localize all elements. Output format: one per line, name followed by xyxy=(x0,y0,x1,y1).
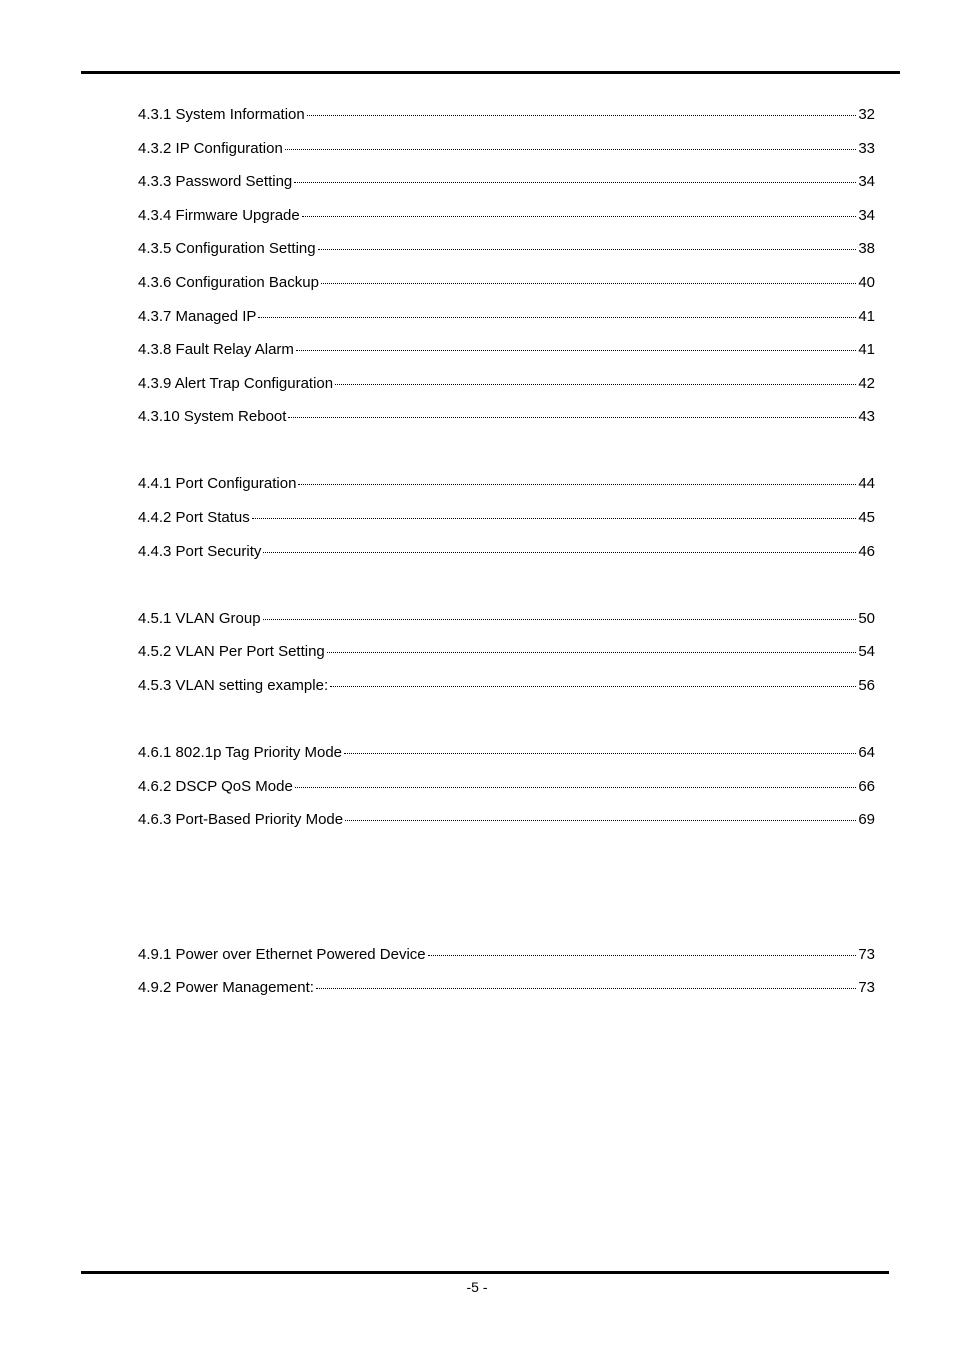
toc-entry-title: 4.4.2 Port Status xyxy=(138,509,250,527)
toc-leader-dots xyxy=(258,316,856,318)
footer-rule xyxy=(81,1271,889,1274)
toc-entry-title: 4.9.1 Power over Ethernet Powered Device xyxy=(138,945,426,963)
toc-entry-page: 38 xyxy=(858,240,875,258)
toc-leader-dots xyxy=(327,651,857,653)
toc-entry-page: 69 xyxy=(858,811,875,829)
toc-entry[interactable] xyxy=(138,809,875,843)
toc-entry[interactable] xyxy=(138,205,875,239)
toc-entry-title: 4.6.2 DSCP QoS Mode xyxy=(138,777,293,795)
toc-entry-page: 41 xyxy=(858,341,875,359)
toc-entry-title: 4.3.8 Fault Relay Alarm xyxy=(138,341,294,359)
toc-entry-title: 4.5.3 VLAN setting example: xyxy=(138,676,329,694)
toc-entry-title: 4.3.10 System Reboot xyxy=(138,408,287,426)
toc-leader-dots xyxy=(285,148,856,150)
toc-entry[interactable] xyxy=(138,104,875,138)
toc-entry[interactable] xyxy=(138,507,875,541)
toc-entry-title: 4.3.3 Password Setting xyxy=(138,173,293,191)
toc-entry-page: 73 xyxy=(858,945,875,963)
toc-entry-title: 4.4.1 Port Configuration xyxy=(138,475,297,493)
toc-entry-page: 45 xyxy=(858,509,875,527)
toc-entry-page: 46 xyxy=(858,542,875,560)
toc-entry-title: 4.3.5 Configuration Setting xyxy=(138,240,316,258)
toc-entry-page: 66 xyxy=(858,777,875,795)
toc-group-4-6 xyxy=(138,742,875,843)
toc-entry[interactable] xyxy=(138,171,875,205)
toc-leader-dots xyxy=(307,114,857,116)
toc-entry-title: 4.5.1 VLAN Group xyxy=(138,609,261,627)
toc-entry[interactable] xyxy=(138,473,875,507)
toc-entry-page: 73 xyxy=(858,979,875,997)
toc-entry[interactable] xyxy=(138,406,875,440)
toc-entry-page: 40 xyxy=(858,273,875,291)
page-number: -5 - xyxy=(466,1279,488,1295)
toc-group-4-5 xyxy=(138,608,875,709)
toc-entry-title: 4.3.7 Managed IP xyxy=(138,307,257,325)
header-rule xyxy=(81,71,900,74)
toc-entry-title: 4.3.4 Firmware Upgrade xyxy=(138,206,300,224)
toc-group-4-4 xyxy=(138,473,875,574)
toc-entry-page: 56 xyxy=(858,676,875,694)
toc-entry[interactable] xyxy=(138,641,875,675)
toc-leader-dots xyxy=(321,282,856,284)
toc-entry-page: 64 xyxy=(858,744,875,761)
toc-entry-title: 4.3.1 System Information xyxy=(138,106,305,123)
toc-entry-title: 4.3.6 Configuration Backup xyxy=(138,273,319,291)
toc-entry[interactable] xyxy=(138,238,875,272)
toc-leader-dots xyxy=(252,517,857,519)
toc-leader-dots xyxy=(344,752,856,754)
toc-entry[interactable] xyxy=(138,776,875,810)
toc-entry[interactable] xyxy=(138,339,875,373)
toc-entry-page: 50 xyxy=(858,609,875,627)
toc-entry-page: 44 xyxy=(858,475,875,493)
toc-leader-dots xyxy=(345,819,856,821)
toc-leader-dots xyxy=(263,551,856,553)
toc-entry[interactable] xyxy=(138,272,875,306)
toc-leader-dots xyxy=(428,954,857,956)
toc-leader-dots xyxy=(294,181,856,183)
toc-leader-dots xyxy=(302,215,857,217)
toc-entry-title: 4.5.2 VLAN Per Port Setting xyxy=(138,643,325,661)
toc-entry-title: 4.4.3 Port Security xyxy=(138,542,262,560)
toc-leader-dots xyxy=(288,416,856,418)
toc-entry-page: 34 xyxy=(858,173,875,191)
toc-entry[interactable] xyxy=(138,306,875,340)
toc-leader-dots xyxy=(298,483,856,485)
toc-entry[interactable] xyxy=(138,944,875,978)
toc-entry[interactable] xyxy=(138,742,875,776)
table-of-contents xyxy=(138,104,875,1011)
toc-entry[interactable] xyxy=(138,675,875,709)
toc-entry-title: 4.9.2 Power Management: xyxy=(138,979,314,997)
toc-entry[interactable] xyxy=(138,541,875,575)
toc-entry-title: 4.3.9 Alert Trap Configuration xyxy=(138,374,334,392)
toc-entry[interactable] xyxy=(138,373,875,407)
toc-entry-page: 33 xyxy=(858,139,875,157)
toc-entry-page: 34 xyxy=(858,206,875,224)
toc-entry[interactable] xyxy=(138,608,875,642)
toc-entry[interactable] xyxy=(138,138,875,172)
toc-entry-page: 42 xyxy=(858,374,875,392)
toc-entry-page: 43 xyxy=(858,408,875,426)
toc-entry-page: 54 xyxy=(858,643,875,661)
toc-leader-dots xyxy=(318,248,857,250)
toc-leader-dots xyxy=(335,383,856,385)
toc-leader-dots xyxy=(263,618,857,620)
toc-leader-dots xyxy=(316,987,856,989)
toc-entry-page: 41 xyxy=(858,307,875,325)
toc-leader-dots xyxy=(295,786,857,788)
toc-group-4-9 xyxy=(138,944,875,1011)
toc-entry-title: 4.6.1 802.1p Tag Priority Mode xyxy=(138,744,343,761)
toc-entry-title: 4.6.3 Port-Based Priority Mode xyxy=(138,811,344,829)
toc-leader-dots xyxy=(330,685,856,687)
toc-entry-page: 32 xyxy=(858,106,875,123)
toc-entry-title: 4.3.2 IP Configuration xyxy=(138,139,283,157)
toc-leader-dots xyxy=(296,349,856,351)
toc-entry[interactable] xyxy=(138,977,875,1011)
toc-group-4-3 xyxy=(138,104,875,440)
